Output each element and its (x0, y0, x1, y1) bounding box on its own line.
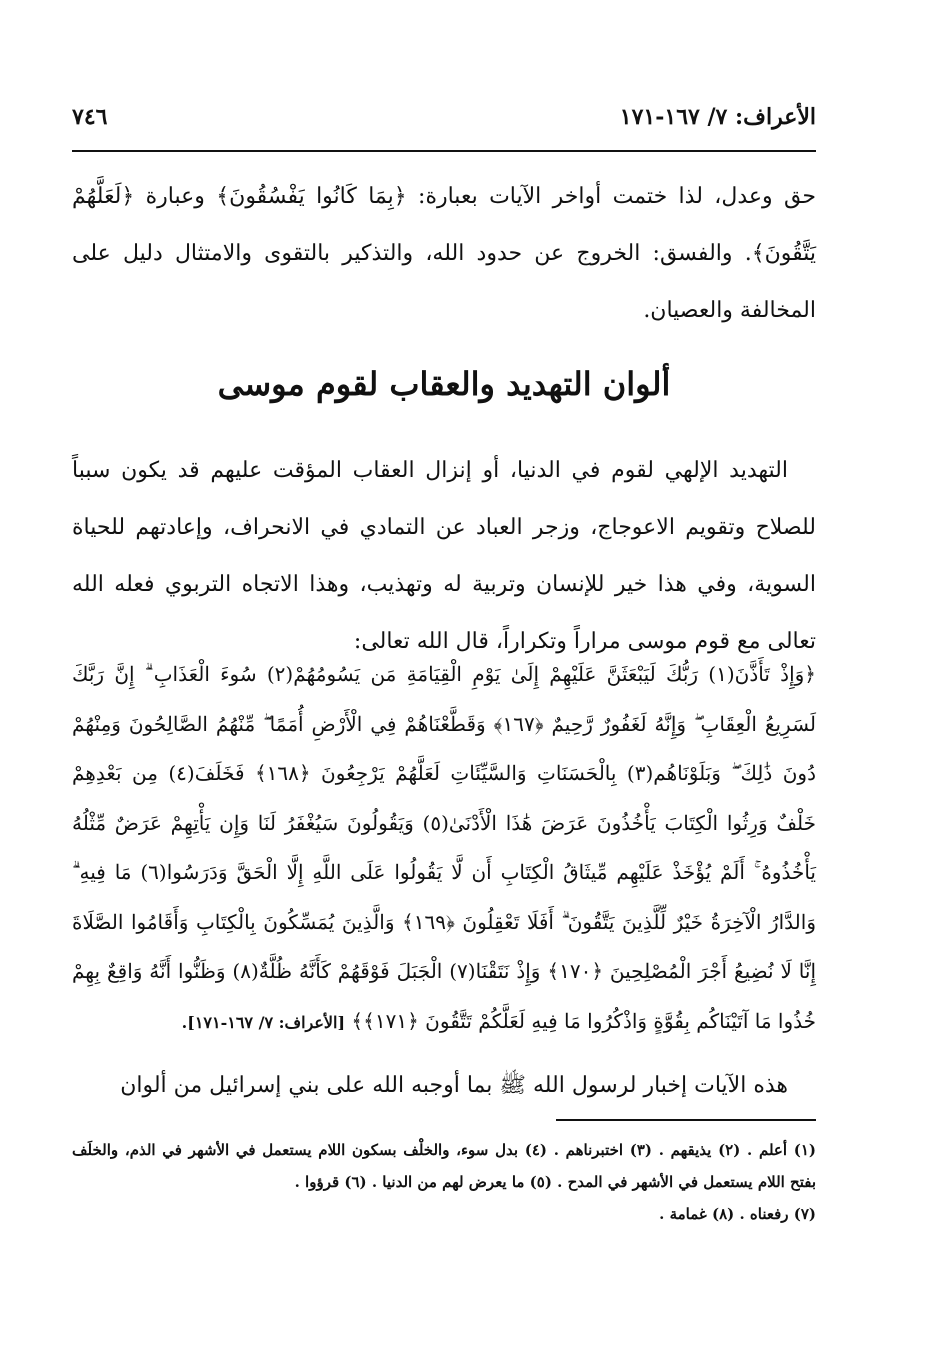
body-paragraph: التهديد الإلهي لقوم في الدنيا، أو إنزال العقاب المؤقت عليهم قد يكون سبباً للصلاح وتقويم الاعوجاج، وزجر العباد عن التمادي في الانحراف، وإعادتهم للحياة السوية، وفي هذا خير للإنسان وتربية له وتهذيب، وهذا الاتجاه التربوي فعله الله تعالى مع قوم موسى مراراً وتكراراً، قال الله تعالى: (72, 458, 816, 654)
header-divider (72, 150, 816, 152)
footnote-line: (٧) رفعناه . (٨) غمامة . (659, 1205, 816, 1223)
closing-paragraph: هذه الآيات إخبار لرسول الله ﷺ بما أوجبه الله على بني إسرائيل من ألوان (120, 1073, 788, 1098)
footnote-divider (556, 1119, 816, 1121)
header-title: الأعراف: ٧/ ١٦٧-١٧١ (619, 104, 816, 130)
intro-paragraph: حق وعدل، لذا ختمت أواخر الآيات بعبارة: ﴿بِمَا كَانُوا يَفْسُقُونَ﴾ وعبارة ﴿لَعَلَّهُمْ يَتَّقُونَ﴾. والفسق: الخروج عن حدود الله، والتذكير بالتقوى والامتثال دليل على المخالفة والعصيان. (72, 184, 816, 323)
page-number: ٧٤٦ (72, 104, 108, 130)
quran-passage (72, 650, 816, 1047)
running-header (72, 96, 816, 146)
section-title: ألوان التهديد والعقاب لقوم موسى (217, 365, 671, 403)
quran-verses: ﴿وَإِذْ تَأَذَّنَ(١) رَبُّكَ لَيَبْعَثَنَّ عَلَيْهِمْ إِلَىٰ يَوْمِ الْقِيَامَةِ مَن يَسُومُهُمْ(٢) سُوءَ الْعَذَابِ ۗ إِنَّ رَبَّكَ لَسَرِيعُ الْعِقَابِ ۖ وَإِنَّهُ لَغَفُورٌ رَّحِيمٌ ﴿١٦٧﴾ وَقَطَّعْنَاهُمْ فِي الْأَرْضِ أُمَمًا ۖ مِّنْهُمُ الصَّالِحُونَ وَمِنْهُمْ دُونَ ذَٰلِكَ ۖ وَبَلَوْنَاهُم(٣) بِالْحَسَنَاتِ وَالسَّيِّئَاتِ لَعَلَّهُمْ يَرْجِعُونَ ﴿١٦٨﴾ فَخَلَفَ(٤) مِن بَعْدِهِمْ خَلْفٌ وَرِثُوا الْكِتَابَ يَأْخُذُونَ عَرَضَ هَٰذَا الْأَدْنَىٰ(٥) وَيَقُولُونَ سَيُغْفَرُ لَنَا وَإِن يَأْتِهِمْ عَرَضٌ مِّثْلُهُ يَأْخُذُوهُ ۚ أَلَمْ يُؤْخَذْ عَلَيْهِم مِّيثَاقُ الْكِتَابِ أَن لَّا يَقُولُوا عَلَى اللَّهِ إِلَّا الْحَقَّ وَدَرَسُوا(٦) مَا فِيهِ ۗ وَالدَّارُ الْآخِرَةُ خَيْرٌ لِّلَّذِينَ يَتَّقُونَ ۗ أَفَلَا تَعْقِلُونَ ﴿١٦٩﴾ وَالَّذِينَ يُمَسِّكُونَ بِالْكِتَابِ وَأَقَامُوا الصَّلَاةَ إِنَّا لَا نُضِيعُ أَجْرَ الْمُصْلِحِينَ ﴿١٧٠﴾ وَإِذْ نَتَقْنَا(٧) الْجَبَلَ فَوْقَهُمْ كَأَنَّهُ ظُلَّةٌ(٨) وَظَنُّوا أَنَّهُ وَاقِعٌ بِهِمْ خُذُوا مَا آتَيْنَاكُم بِقُوَّةٍ وَاذْكُرُوا مَا فِيهِ لَعَلَّكُمْ تَتَّقُونَ ﴿١٧١﴾﴾ (72, 662, 817, 1033)
quran-citation: [الأعراف: ٧/ ١٦٧-١٧١]. (181, 1012, 346, 1032)
footnotes (72, 1134, 816, 1230)
footnote-line: (١) أعلم . (٢) يذيقهم . (٣) اختبرناهم . (٤) بدل سوء، والخلْف بسكون اللام يستعمل في الأشهر في الذم، والخلَف بفتح اللام يستعمل في الأشهر في المدح . (٥) ما يعرض لهم من الدنيا . (٦) قرؤوا . (72, 1141, 817, 1191)
